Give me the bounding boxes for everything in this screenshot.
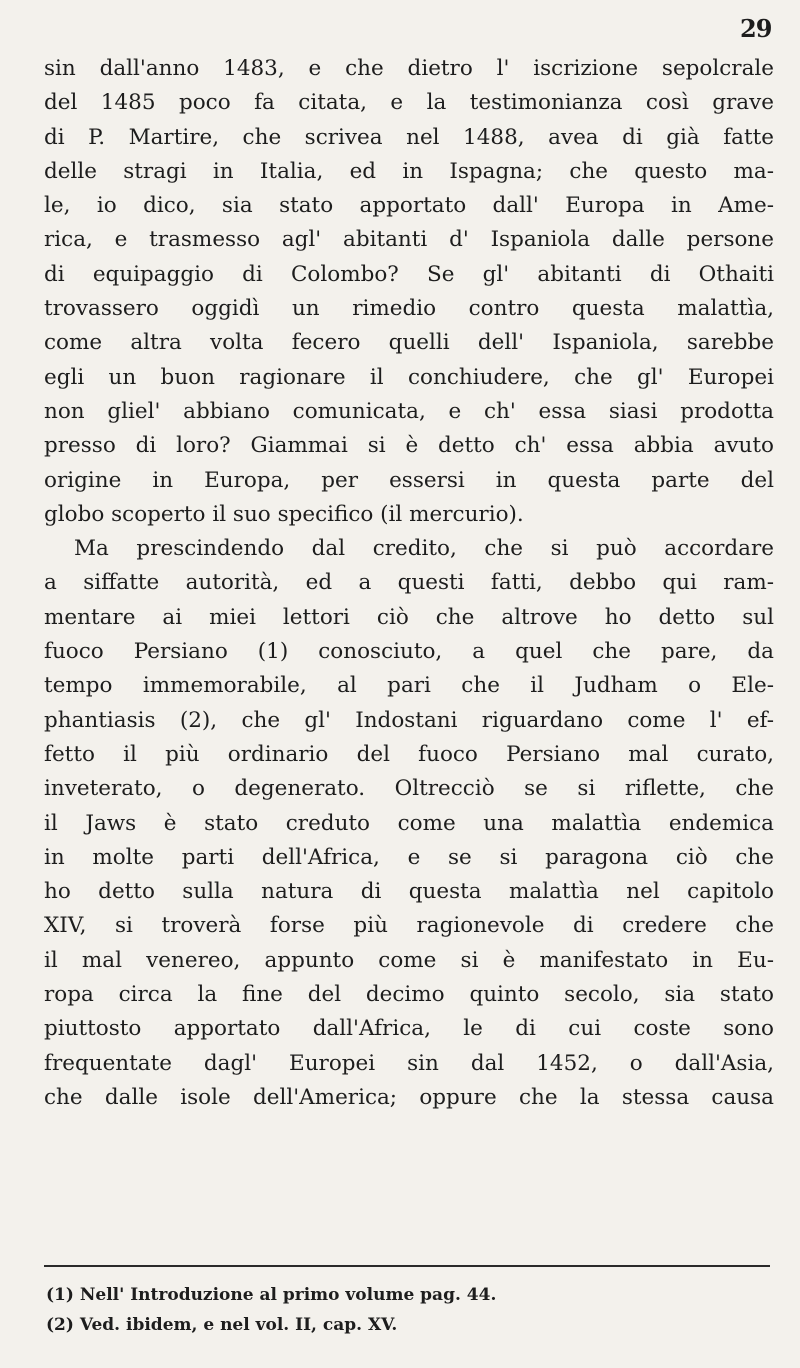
- text-line: non gliel' abbiano comunicata, e ch' essa siasi prodotta: [44, 398, 774, 424]
- text-line: Ma prescindendo dal credito, che si può accordare: [74, 536, 774, 562]
- text-line: piuttosto apportato dall'Africa, le di cui coste sono: [44, 1016, 774, 1042]
- footnote-divider: [44, 1265, 770, 1267]
- text-line: il mal venereo, appunto come si è manifestato in Eu-: [44, 947, 774, 973]
- text-line: mentare ai miei lettori ciò che altrove ho detto sul: [44, 604, 774, 630]
- text-line: di equipaggio di Colombo? Se gl' abitanti di Othaiti: [44, 261, 774, 287]
- text-line: sin dall'anno 1483, e che dietro l' iscrizione sepolcrale: [44, 56, 774, 81]
- text-line: ho detto sulla natura di questa malattìa nel capitolo: [44, 879, 774, 905]
- text-line: fuoco Persiano (1) conosciuto, a quel che pare, da: [44, 639, 774, 665]
- text-line: di P. Martire, che scrivea nel 1488, avea di già fatte: [44, 124, 774, 150]
- footnotes: [46, 1280, 746, 1340]
- text-line: il Jaws è stato creduto come una malattìa endemica: [44, 810, 774, 836]
- text-line: XIV, si troverà forse più ragionevole di credere che: [44, 913, 774, 939]
- text-line: come altra volta fecero quelli dell' Ispaniola, sarebbe: [44, 330, 774, 356]
- text-line: frequentate dagl' Europei sin dal 1452, o dall'Asia,: [44, 1050, 774, 1076]
- text-line: ropa circa la fine del decimo quinto secolo, sia stato: [44, 982, 774, 1008]
- text-line: le, io dico, sia stato apportato dall' Europa in Ame-: [44, 193, 774, 219]
- text-line: del 1485 poco fa citata, e la testimonianza così grave: [44, 90, 774, 116]
- text-line: delle stragi in Italia, ed in Ispagna; che questo ma-: [44, 158, 774, 184]
- text-line: origine in Europa, per essersi in questa parte del: [44, 467, 774, 493]
- text-line: in molte parti dell'Africa, e se si paragona ciò che: [44, 844, 774, 870]
- page-number: 29: [740, 14, 772, 43]
- footnote: (1) Nell' Introduzione al primo volume pag. 44.: [46, 1285, 497, 1305]
- text-line: trovassero oggidì un rimedio contro questa malattìa,: [44, 296, 774, 322]
- main-text-block: [44, 52, 774, 1115]
- text-line: phantiasis (2), che gl' Indostani riguardano come l' ef-: [44, 707, 774, 733]
- text-line: egli un buon ragionare il conchiudere, che gl' Europei: [44, 364, 774, 390]
- text-line: che dalle isole dell'America; oppure che la stessa causa: [44, 1084, 774, 1110]
- text-line: a siffatte autorità, ed a questi fatti, debbo qui ram-: [44, 570, 774, 596]
- text-line: fetto il più ordinario del fuoco Persiano mal curato,: [44, 741, 774, 767]
- text-line: inveterato, o degenerato. Oltrecciò se si riflette, che: [44, 776, 774, 802]
- text-line: globo scoperto il suo specifico (il mercurio).: [44, 501, 524, 527]
- footnote: (2) Ved. ibidem, e nel vol. II, cap. XV.: [46, 1315, 398, 1335]
- text-line: presso di loro? Giammai si è detto ch' essa abbia avuto: [44, 433, 774, 459]
- text-line: rica, e trasmesso agl' abitanti d' Ispaniola dalle persone: [44, 227, 774, 253]
- text-line: tempo immemorabile, al pari che il Judham o Ele-: [44, 673, 774, 699]
